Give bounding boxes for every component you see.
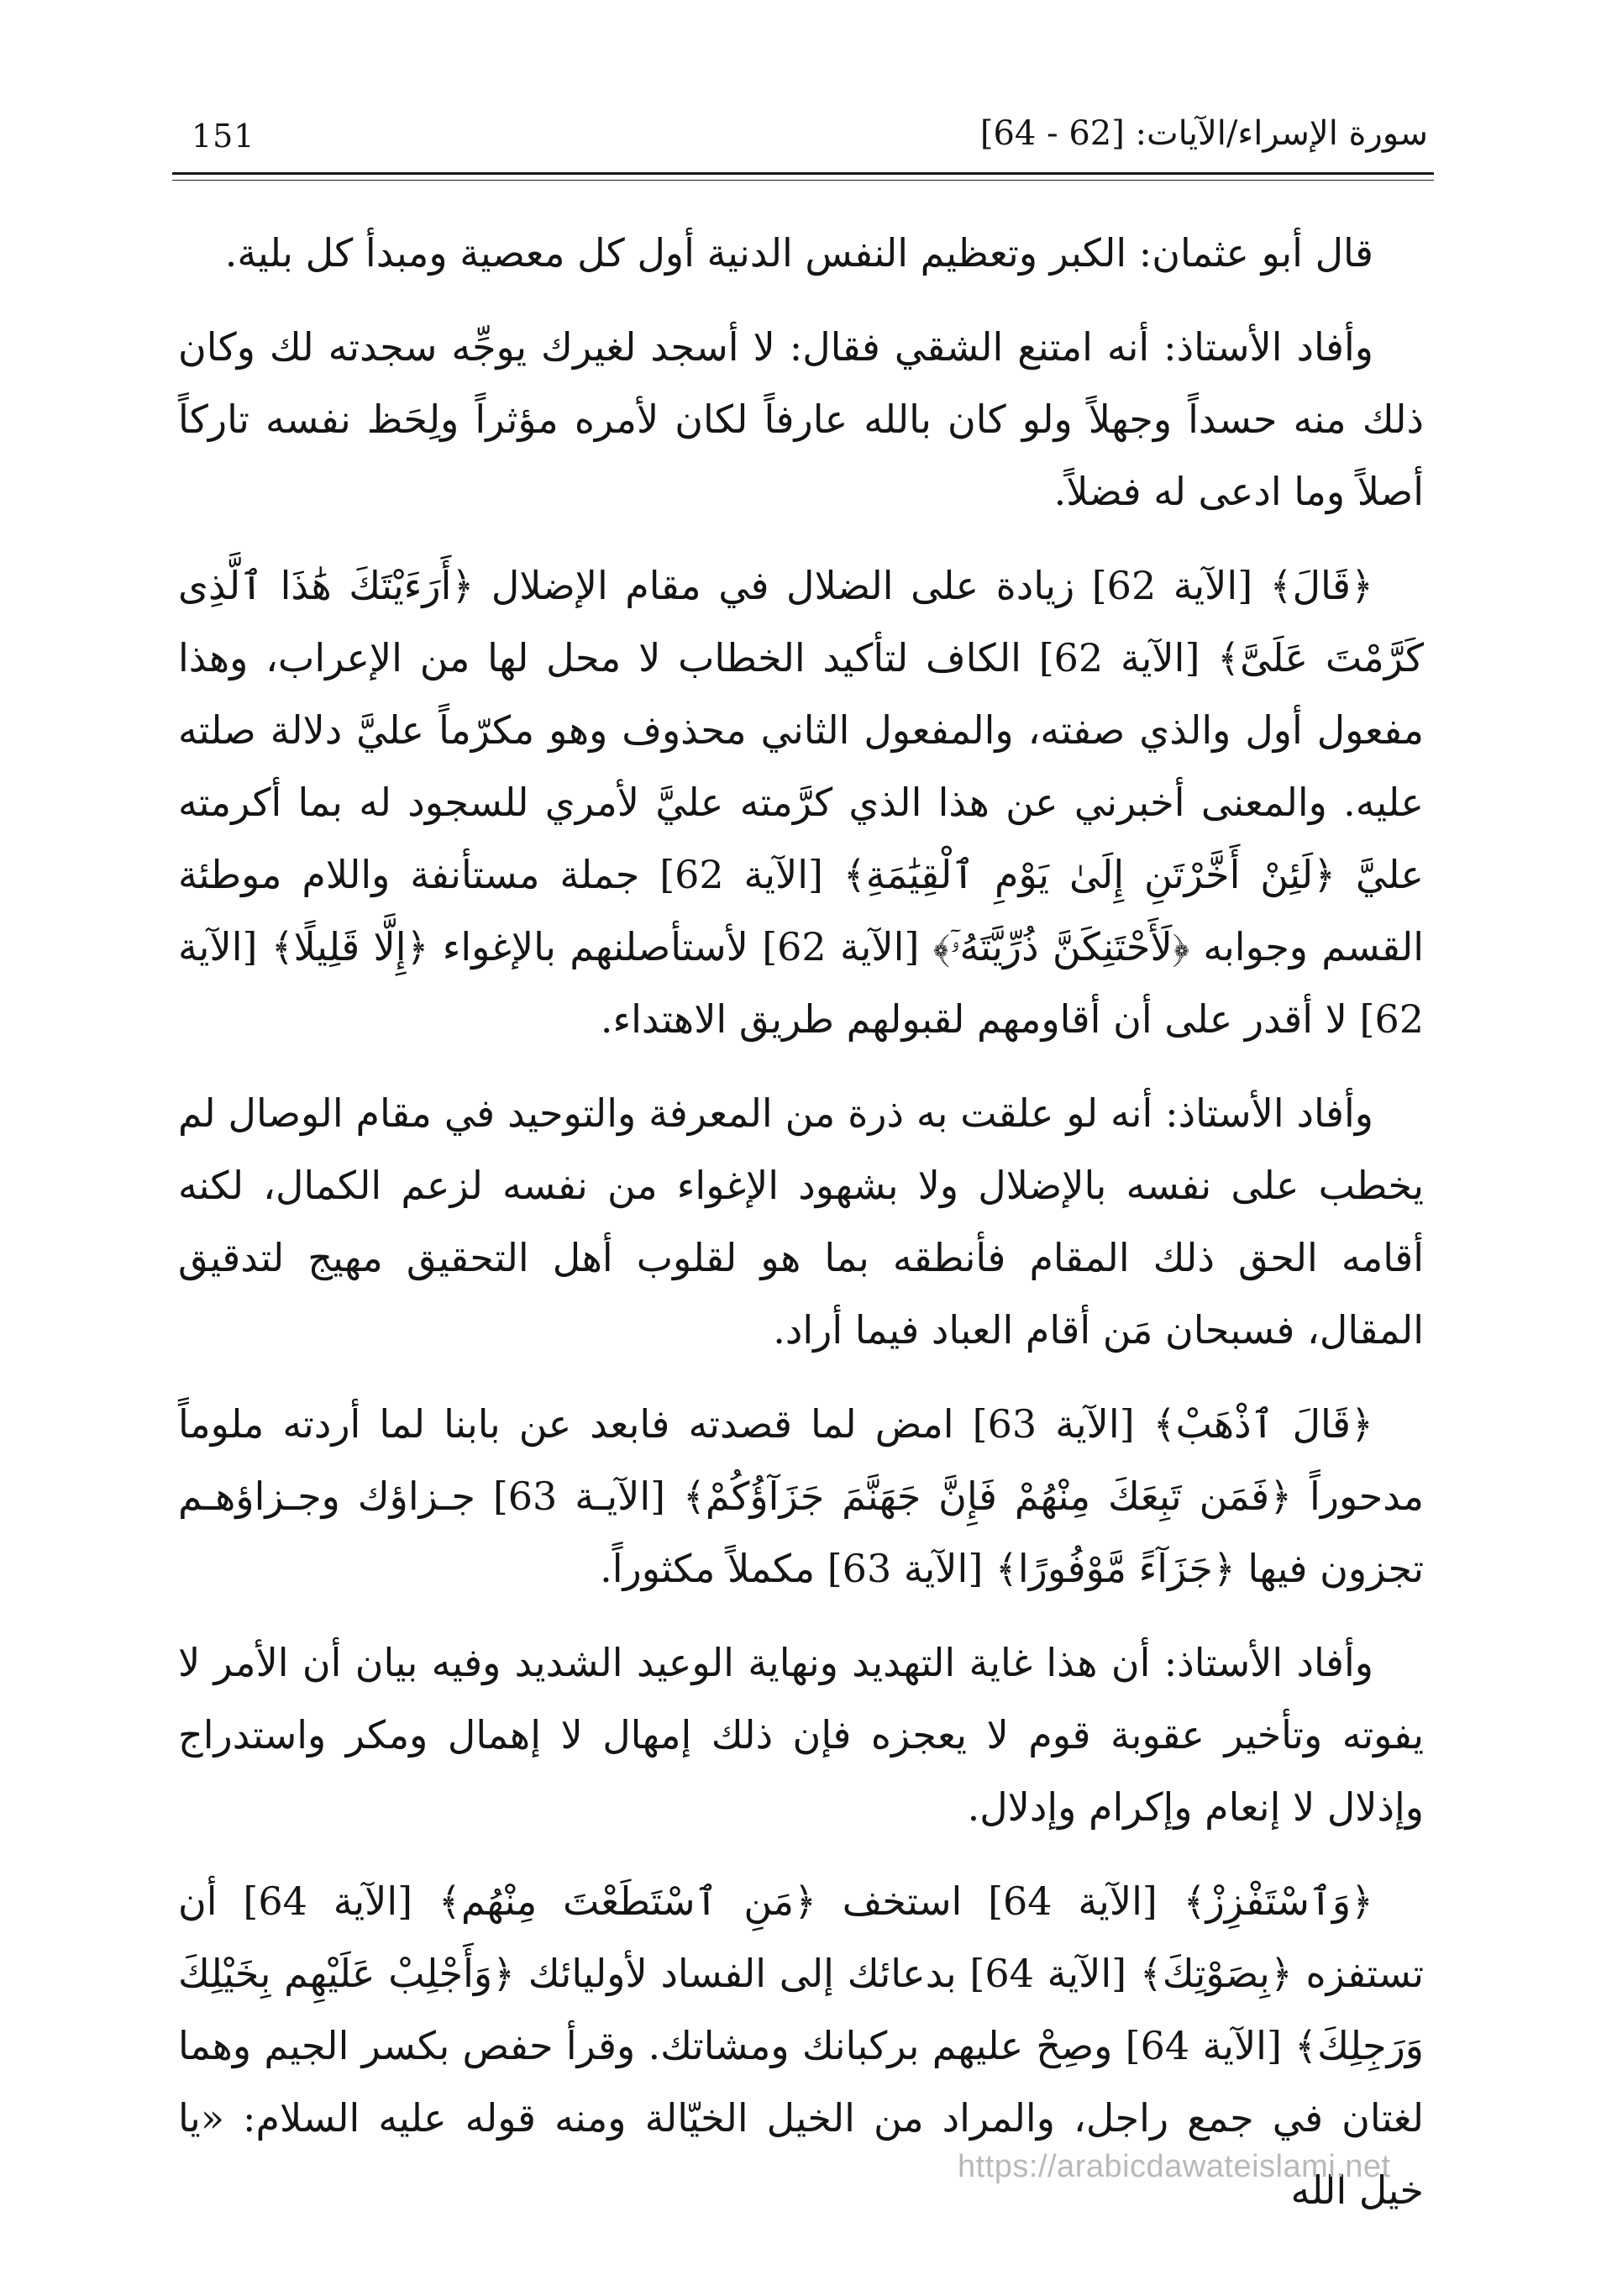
header-rule-thin xyxy=(172,180,1434,181)
paragraph: وأفاد الأستاذ: أنه امتنع الشقي فقال: لا أسجد لغيرك يوجِّه سجدته لك وكان ذلك منه حسداً وجهلاً ولو كان بالله عارفاً لكان لأمره مؤثراً ولِحَظ نفسه تاركاً أصلاً وما ادعى له فضلاً. xyxy=(178,324,1424,514)
website-watermark: https://arabicdawateislami.net xyxy=(958,2149,1391,2184)
paragraph: ﴿وَٱسْتَفْزِزْ﴾ [الآية 64] استخف ﴿مَنِ ٱسْتَطَعْتَ مِنْهُم﴾ [الآية 64] أن تستفزه ﴿بِصَوْتِكَ﴾ [الآية 64] بدعائك إلى الفساد لأوليائك ﴿وَأَجْلِبْ عَلَيْهِم بِخَيْلِكَ وَرَجِلِكَ﴾ [الآية 64] وصِحْ عليهم بركبانك ومشاتك. وقرأ حفص بكسر الجيم وهما لغتان في جمع راجل، والمراد من الخيل الخيّالة ومنه قوله عليه السلام: «يا خيل الله xyxy=(178,1878,1424,2213)
header-rule xyxy=(172,172,1434,175)
paragraph: قال أبو عثمان: الكبر وتعظيم النفس الدنية أول كل معصية ومبدأ كل بلية. xyxy=(224,230,1373,276)
page-number: 151 xyxy=(192,118,255,155)
main-text xyxy=(178,217,1424,2248)
paragraph: وأفاد الأستاذ: أن هذا غاية التهديد ونهاية الوعيد الشديد وفيه بيان أن الأمر لا يفوته وتأخير عقوبة قوم لا يعجزه فإن ذلك إمهال لا إهمال ومكر واستدراج وإذلال لا إنعام وإكرام وإدلال. xyxy=(178,1640,1424,1830)
page-header xyxy=(176,111,1428,171)
running-head: سورة الإسراء/الآيات: [62 - 64] xyxy=(979,114,1428,153)
paragraph: ﴿قَالَ ٱذْهَبْ﴾ [الآية 63] امض لما قصدته فابعد عن بابنا لما أردته ملوماً مدحوراً ﴿فَمَن تَبِعَكَ مِنْهُمْ فَإِنَّ جَهَنَّمَ جَزَآؤُكُمْ﴾ [الآيـة 63] جـزاؤك وجـزاؤهـم تجزون فيها ﴿جَزَآءً مَّوْفُورًا﴾ [الآية 63] مكملاً مكثوراً. xyxy=(178,1401,1424,1591)
paragraph: وأفاد الأستاذ: أنه لو علقت به ذرة من المعرفة والتوحيد في مقام الوصال لم يخطب على نفسه بالإضلال ولا بشهود الإغواء من نفسه لزعم الكمال، لكنه أقامه الحق ذلك المقام فأنطقه بما هو لقلوب أهل التحقيق مهيج لتدقيق المقال، فسبحان مَن أقام العباد فيما أراد. xyxy=(178,1090,1424,1353)
paragraph: ﴿قَالَ﴾ [الآية 62] زيادة على الضلال في مقام الإضلال ﴿أَرَءَيْتَكَ هَٰذَا ٱلَّذِى كَرَّمْتَ عَلَىَّ﴾ [الآية 62] الكاف لتأكيد الخطاب لا محل لها من الإعراب، وهذا مفعول أول والذي صفته، والمفعول الثاني محذوف وهو مكرّماً عليَّ دلالة صلته عليه. والمعنى أخبرني عن هذا الذي كرَّمته عليَّ لأمري للسجود له بما أكرمته عليَّ ﴿لَئِنْ أَخَّرْتَنِ إِلَىٰ يَوْمِ ٱلْقِيَٰمَةِ﴾ [الآية 62] جملة مستأنفة واللام موطئة القسم وجوابه ﴿لَأَحْتَنِكَنَّ ذُرِّيَّتَهُۥٓ﴾ [الآية 62] لأستأصلنهم بالإغواء ﴿إِلَّا قَلِيلًا﴾ [الآية 62] لا أقدر على أن أقاومهم لقبولهم طريق الاهتداء. xyxy=(178,563,1424,1042)
